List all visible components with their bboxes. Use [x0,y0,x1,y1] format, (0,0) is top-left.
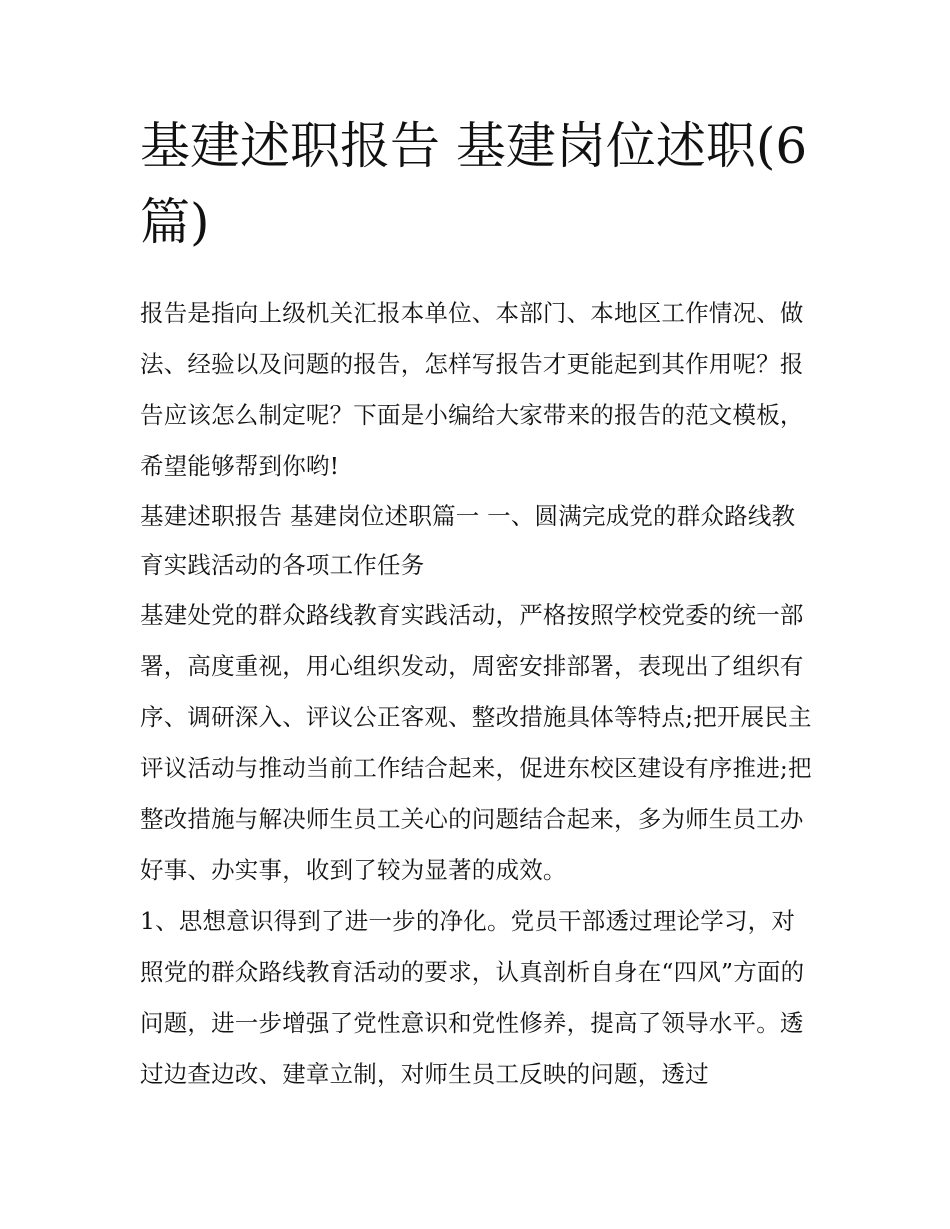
document-page [140,108,815,1100]
document-title: 基建述职报告 基建岗位述职(6篇) [140,117,808,251]
body-paragraph: 基建处党的群众路线教育实践活动，严格按照学校党委的统一部署，高度重视，用心组织发动，周密安排部署，表现出了组织有序、调研深入、评议公正客观、整改措施具体等特点;把开展民主评议活动与推动当前工作结合起来，促进东校区建设有序推进;把整改措施与解决师生员工关心的问题结合起来，多为师生员工办好事、办实事，收到了较为显著的成效。 [140,601,812,884]
section-heading: 基建述职报告 基建岗位述职篇一 一、圆满完成党的群众路线教育实践活动的各项工作任务 [140,502,796,579]
numbered-paragraph: 1、思想意识得到了进一步的净化。党员干部透过理论学习，对照党的群众路线教育活动的要求，认真剖析自身在“四风”方面的问题，进一步增强了党性意识和党性修养，提高了领导水平。透过边查边改、建章立制，对师生员工反映的问题，透过 [140,907,805,1088]
intro-paragraph: 报告是指向上级机关汇报本单位、本部门、本地区工作情况、做法、经验以及问题的报告，怎样写报告才更能起到其作用呢？报告应该怎么制定呢？下面是小编给大家带来的报告的范文模板，希望能够帮到你哟! [140,299,804,480]
